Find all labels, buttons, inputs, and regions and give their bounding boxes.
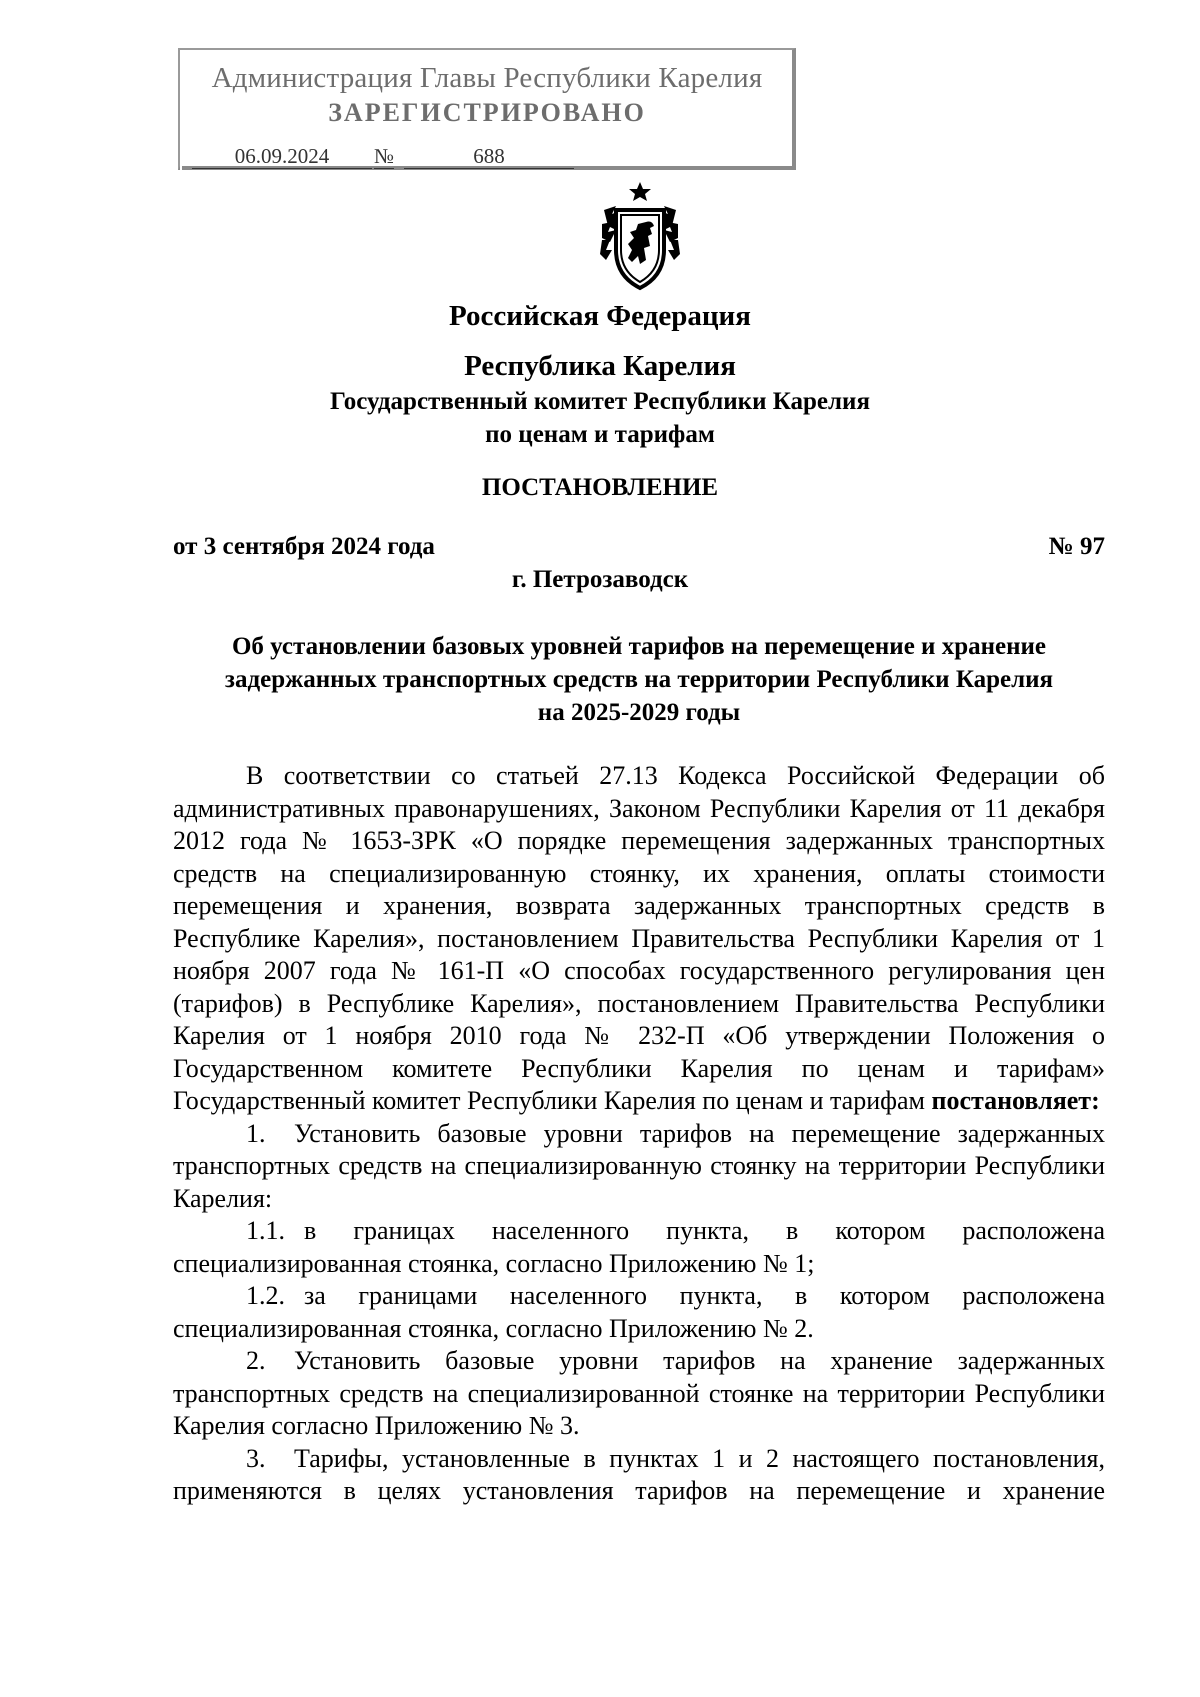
item-2-number: 2. <box>246 1346 266 1375</box>
preamble-paragraph <box>173 760 1105 1118</box>
document-type: ПОСТАНОВЛЕНИЕ <box>481 474 719 501</box>
preamble-resolves: постановляет: <box>931 1086 1100 1115</box>
item-1-text: Установить базовые уровни тарифов на перемещение задержанных транспортных средств на специализированную стоянку на территории Республики Карелия: <box>173 1118 1105 1213</box>
item-1-2 <box>173 1280 1105 1345</box>
item-2-text: Установить базовые уровни тарифов на хранение задержанных транспортных средств на специализированной стоянке на территории Республики Карелия согласно Приложению № 3. <box>173 1346 1105 1440</box>
item-3 <box>173 1443 1105 1508</box>
title-line2: задержанных транспортных средств на территории Республики Карелия <box>224 666 1054 693</box>
stamp-date: 06.09.2024 <box>192 144 372 169</box>
item-3-number: 3. <box>246 1443 266 1473</box>
document-body <box>173 760 1105 1508</box>
item-1 <box>173 1118 1105 1216</box>
item-1-2-text: за границами населенного пункта, в котором расположена специализированная стоянка, согласно Приложению № 2. <box>173 1281 1105 1343</box>
item-3-text: Тарифы, установленные в пунктах 1 и 2 настоящего постановления, применяются в целях установления тарифов на перемещение и хранение <box>173 1443 1105 1505</box>
item-1-number: 1. <box>246 1118 266 1148</box>
country-heading: Российская Федерация <box>449 300 751 332</box>
document-number: № 97 <box>1048 533 1105 560</box>
document-date: от 3 сентября 2024 года <box>173 533 435 560</box>
stamp-number: 688 <box>404 144 574 169</box>
item-1-1-number: 1.1. <box>246 1216 285 1245</box>
stamp-status: ЗАРЕГИСТРИРОВАНО <box>328 98 646 127</box>
committee-heading-line1: Государственный комитет Республики Карелия <box>330 388 870 415</box>
item-1-1 <box>173 1215 1105 1280</box>
document-title <box>173 630 1105 729</box>
item-1-2-number: 1.2. <box>246 1281 285 1310</box>
stamp-organization: Администрация Главы Республики Карелия <box>211 62 763 94</box>
item-2 <box>173 1345 1105 1443</box>
title-line3: на 2025-2029 годы <box>537 699 741 726</box>
registration-stamp <box>178 48 798 172</box>
stamp-number-label: № <box>374 144 395 168</box>
republic-heading: Республика Карелия <box>464 350 736 382</box>
karelia-coat-of-arms-icon <box>594 180 686 292</box>
preamble-text: В соответствии со статьей 27.13 Кодекса Российской Федерации об административных правонарушениях, Законом Республики Карелия от 11 декабря 2012 года № 1653-ЗРК «О порядке перемещения задержанных транспортных средств на специализированную стоянку, их хранения, оплаты стоимости перемещения и хранения, возврата задержанных транспортных средств в Республике Карелия», постановлением Правительства Республики Карелия от 1 ноября 2007 года № 161-П «О способах государственного регулирования цен (тарифов) в Республике Карелия», постановлением Правительства Республики Карелия от 1 ноября 2010 года № 232-П «Об утверждении Положения о Государственном комитете Республики Карелия по ценам и тарифам» Государственный комитет Республики Карелия по ценам и тарифам <box>173 761 1105 1115</box>
committee-heading-line2: по ценам и тарифам <box>485 421 715 448</box>
title-line1: Об установлении базовых уровней тарифов на перемещение и хранение <box>231 633 1047 660</box>
item-1-1-text: в границах населенного пункта, в котором расположена специализированная стоянка, согласно Приложению № 1; <box>173 1216 1105 1278</box>
document-city: г. Петрозаводск <box>511 566 689 593</box>
